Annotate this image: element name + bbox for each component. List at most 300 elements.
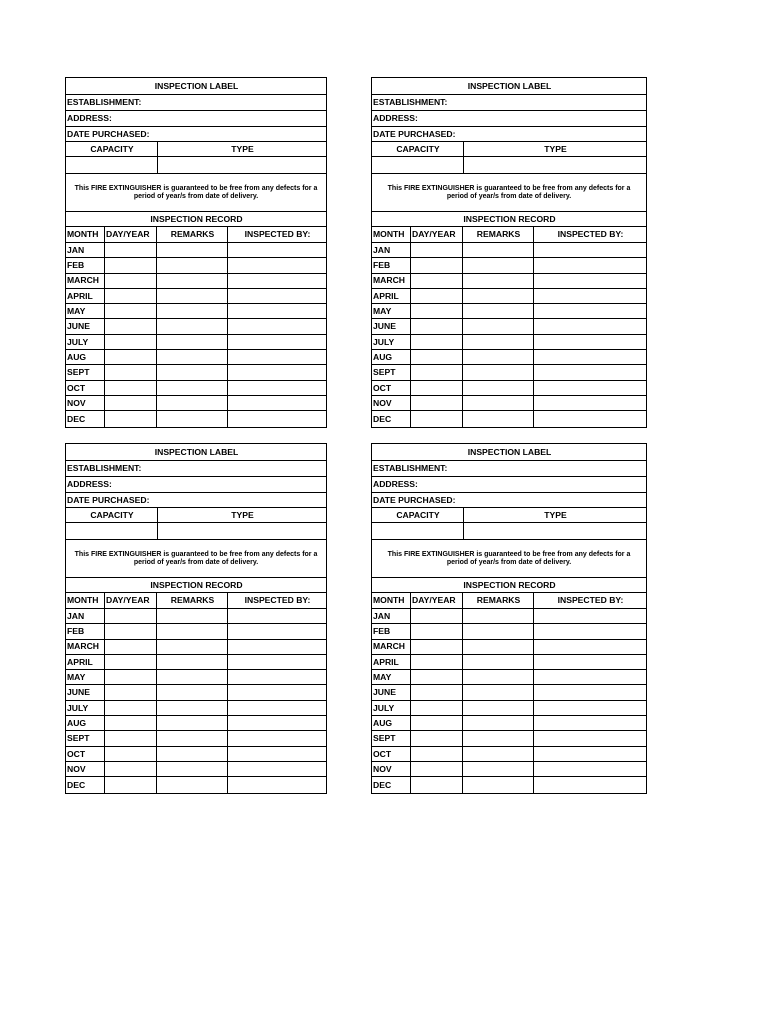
day-year-cell[interactable] (105, 685, 157, 699)
month-name: AUG (66, 350, 105, 364)
month-name: APRIL (372, 289, 411, 303)
type-value-cell[interactable] (158, 523, 326, 539)
type-header: TYPE (544, 143, 567, 154)
remarks-cell[interactable] (157, 289, 228, 303)
remarks-cell[interactable] (157, 609, 228, 623)
day-year-cell[interactable] (411, 731, 463, 745)
month-row (372, 335, 646, 350)
remarks-cell[interactable] (157, 350, 228, 364)
establishment-row[interactable] (372, 95, 646, 111)
inspected-by-cell[interactable] (228, 304, 326, 318)
month-name: JULY (372, 335, 411, 349)
month-name: DEC (372, 411, 411, 426)
month-row (372, 624, 646, 639)
month-row (372, 319, 646, 334)
day-year-cell[interactable] (105, 335, 157, 349)
day-year-cell[interactable] (411, 396, 463, 410)
day-year-cell[interactable] (411, 655, 463, 669)
remarks-cell[interactable] (157, 685, 228, 699)
capacity-header: CAPACITY (66, 142, 158, 156)
date-purchased-row[interactable] (66, 127, 326, 142)
capacity-type-header (66, 142, 326, 157)
month-row (372, 670, 646, 685)
remarks-cell[interactable] (157, 396, 228, 410)
remarks-cell[interactable] (157, 319, 228, 333)
label-title: INSPECTION LABEL (154, 446, 239, 457)
guarantee-note-row (66, 174, 326, 212)
remarks-cell[interactable] (157, 258, 228, 272)
day-year-cell[interactable] (105, 762, 157, 776)
inspected-by-cell[interactable] (228, 258, 326, 272)
remarks-cell[interactable] (463, 731, 534, 745)
day-year-cell[interactable] (411, 701, 463, 715)
day-year-cell[interactable] (105, 777, 157, 792)
month-row (66, 411, 326, 426)
month-row (372, 716, 646, 731)
inspected-by-cell[interactable] (534, 640, 646, 654)
remarks-cell[interactable] (463, 411, 534, 426)
inspected-by-cell[interactable] (534, 304, 646, 318)
inspected-by-cell[interactable] (534, 381, 646, 395)
inspected-by-cell[interactable] (228, 716, 326, 730)
label-title-row (66, 78, 326, 95)
month-name: APRIL (66, 655, 105, 669)
capacity-value-cell[interactable] (372, 157, 464, 173)
date-purchased-row[interactable] (66, 493, 326, 508)
day-year-cell[interactable] (105, 655, 157, 669)
month-row (66, 609, 326, 624)
date-purchased-label: DATE PURCHASED: (373, 128, 456, 139)
inspected-by-cell[interactable] (534, 258, 646, 272)
month-row (66, 777, 326, 792)
inspected-by-cell[interactable] (228, 701, 326, 715)
establishment-row[interactable] (66, 95, 326, 111)
inspected-by-cell[interactable] (534, 701, 646, 715)
month-name: MAY (66, 304, 105, 318)
day-year-cell[interactable] (411, 640, 463, 654)
remarks-cell[interactable] (463, 396, 534, 410)
remarks-cell[interactable] (463, 304, 534, 318)
day-year-cell[interactable] (411, 609, 463, 623)
day-year-column-header: DAY/YEAR (105, 227, 157, 242)
month-name: NOV (66, 762, 105, 776)
month-name: JULY (66, 335, 105, 349)
day-year-cell[interactable] (411, 670, 463, 684)
capacity-type-values (66, 523, 326, 540)
day-year-cell[interactable] (411, 335, 463, 349)
capacity-header: CAPACITY (66, 508, 158, 522)
capacity-type-values (66, 157, 326, 174)
month-name: JUNE (66, 685, 105, 699)
establishment-row[interactable] (66, 461, 326, 477)
month-row (66, 701, 326, 716)
month-name: AUG (372, 350, 411, 364)
capacity-value-cell[interactable] (372, 523, 464, 539)
remarks-cell[interactable] (157, 747, 228, 761)
remarks-column-header: REMARKS (157, 593, 228, 608)
remarks-cell[interactable] (157, 624, 228, 638)
remarks-cell[interactable] (157, 411, 228, 426)
month-row (66, 396, 326, 411)
month-name: MAY (372, 304, 411, 318)
inspected-by-cell[interactable] (534, 243, 646, 257)
day-year-cell[interactable] (411, 381, 463, 395)
month-row (372, 411, 646, 426)
month-row (66, 655, 326, 670)
label-title: INSPECTION LABEL (467, 80, 552, 91)
month-row (372, 396, 646, 411)
inspected-by-cell[interactable] (534, 274, 646, 288)
inspected-by-cell[interactable] (534, 396, 646, 410)
month-name: DEC (66, 411, 105, 426)
month-name: MAY (66, 670, 105, 684)
remarks-cell[interactable] (463, 319, 534, 333)
inspected-by-cell[interactable] (228, 289, 326, 303)
type-header: TYPE (231, 143, 254, 154)
inspected-by-cell[interactable] (228, 747, 326, 761)
month-name: MAY (372, 670, 411, 684)
remarks-cell[interactable] (157, 640, 228, 654)
inspected-by-cell[interactable] (534, 365, 646, 379)
day-year-cell[interactable] (105, 350, 157, 364)
inspection-record-title-row (66, 212, 326, 227)
month-name: APRIL (66, 289, 105, 303)
day-year-cell[interactable] (411, 411, 463, 426)
inspected-by-cell[interactable] (228, 365, 326, 379)
day-year-cell[interactable] (411, 289, 463, 303)
capacity-type-header (66, 508, 326, 523)
inspected-by-cell[interactable] (228, 609, 326, 623)
day-year-cell[interactable] (105, 304, 157, 318)
type-value-cell[interactable] (158, 157, 326, 173)
address-row[interactable] (372, 111, 646, 127)
inspected-by-cell[interactable] (228, 319, 326, 333)
inspected-by-cell[interactable] (534, 777, 646, 792)
remarks-cell[interactable] (463, 365, 534, 379)
day-year-cell[interactable] (411, 350, 463, 364)
inspected-by-column-header: INSPECTED BY: (557, 229, 624, 240)
remarks-cell[interactable] (157, 670, 228, 684)
address-label: ADDRESS: (67, 479, 112, 490)
month-name: JAN (66, 243, 105, 257)
month-name: OCT (66, 381, 105, 395)
label-title: INSPECTION LABEL (154, 80, 239, 91)
date-purchased-label: DATE PURCHASED: (67, 128, 150, 139)
day-year-cell[interactable] (411, 274, 463, 288)
day-year-cell[interactable] (105, 701, 157, 715)
inspected-by-cell[interactable] (534, 716, 646, 730)
month-name: SEPT (66, 365, 105, 379)
remarks-cell[interactable] (463, 609, 534, 623)
guarantee-note: This FIRE EXTINGUISHER is guaranteed to be free from any defects for a period of year/s from date of delivery. (387, 184, 631, 200)
day-year-cell[interactable] (105, 609, 157, 623)
month-name: OCT (66, 747, 105, 761)
month-row (372, 762, 646, 777)
month-row (66, 335, 326, 350)
inspected-by-cell[interactable] (228, 685, 326, 699)
remarks-cell[interactable] (463, 747, 534, 761)
day-year-cell[interactable] (105, 319, 157, 333)
remarks-cell[interactable] (463, 381, 534, 395)
guarantee-note-row (66, 540, 326, 578)
day-year-cell[interactable] (411, 243, 463, 257)
remarks-cell[interactable] (463, 670, 534, 684)
inspected-by-cell[interactable] (228, 335, 326, 349)
inspected-by-cell[interactable] (534, 411, 646, 426)
month-column-header: MONTH (66, 227, 105, 242)
month-name: FEB (372, 624, 411, 638)
month-row (66, 243, 326, 258)
remarks-cell[interactable] (463, 274, 534, 288)
inspected-by-cell[interactable] (228, 411, 326, 426)
capacity-header: CAPACITY (372, 142, 464, 156)
remarks-cell[interactable] (463, 289, 534, 303)
inspection-record-title-row (372, 578, 646, 593)
inspection-label-bottom-right (371, 443, 647, 794)
month-row (372, 701, 646, 716)
month-name: MARCH (372, 274, 411, 288)
remarks-cell[interactable] (157, 304, 228, 318)
day-year-cell[interactable] (105, 258, 157, 272)
inspection-record-title: INSPECTION RECORD (150, 213, 243, 224)
date-purchased-label: DATE PURCHASED: (373, 494, 456, 505)
day-year-cell[interactable] (411, 762, 463, 776)
day-year-cell[interactable] (105, 289, 157, 303)
month-column-header: MONTH (66, 593, 105, 608)
month-row (372, 655, 646, 670)
day-year-cell[interactable] (105, 381, 157, 395)
remarks-cell[interactable] (157, 655, 228, 669)
inspected-by-cell[interactable] (228, 762, 326, 776)
capacity-type-header (372, 142, 646, 157)
day-year-cell[interactable] (411, 304, 463, 318)
inspected-by-cell[interactable] (534, 670, 646, 684)
month-row (66, 624, 326, 639)
address-label: ADDRESS: (373, 479, 418, 490)
inspection-label-bottom-left (65, 443, 327, 794)
month-name: JULY (66, 701, 105, 715)
inspected-by-cell[interactable] (228, 243, 326, 257)
month-name: DEC (372, 777, 411, 792)
month-row (66, 747, 326, 762)
inspection-record-title: INSPECTION RECORD (463, 579, 556, 590)
inspected-by-cell[interactable] (228, 381, 326, 395)
address-row[interactable] (372, 477, 646, 493)
type-value-cell[interactable] (464, 157, 646, 173)
inspected-by-cell[interactable] (534, 747, 646, 761)
remarks-cell[interactable] (157, 716, 228, 730)
day-year-column-header: DAY/YEAR (411, 593, 463, 608)
day-year-cell[interactable] (411, 716, 463, 730)
day-year-cell[interactable] (105, 411, 157, 426)
day-year-cell[interactable] (105, 365, 157, 379)
month-name: MARCH (372, 640, 411, 654)
day-year-cell[interactable] (411, 685, 463, 699)
month-column-header: MONTH (372, 227, 411, 242)
inspected-by-cell[interactable] (534, 655, 646, 669)
inspected-by-cell[interactable] (228, 670, 326, 684)
address-row[interactable] (66, 477, 326, 493)
day-year-cell[interactable] (411, 319, 463, 333)
capacity-value-cell[interactable] (66, 523, 158, 539)
inspected-by-column-header: INSPECTED BY: (557, 595, 624, 606)
day-year-cell[interactable] (411, 258, 463, 272)
remarks-cell[interactable] (157, 762, 228, 776)
month-name: MARCH (66, 274, 105, 288)
label-title-row (66, 444, 326, 461)
day-year-cell[interactable] (105, 731, 157, 745)
month-row (66, 258, 326, 273)
inspected-by-cell[interactable] (534, 731, 646, 745)
month-row (372, 685, 646, 700)
remarks-cell[interactable] (157, 365, 228, 379)
month-row (372, 274, 646, 289)
date-purchased-row[interactable] (372, 127, 646, 142)
month-row (372, 289, 646, 304)
guarantee-note-row (372, 540, 646, 578)
remarks-cell[interactable] (463, 335, 534, 349)
remarks-cell[interactable] (463, 258, 534, 272)
capacity-value-cell[interactable] (66, 157, 158, 173)
remarks-cell[interactable] (463, 716, 534, 730)
label-title-row (372, 78, 646, 95)
remarks-cell[interactable] (463, 762, 534, 776)
inspected-by-cell[interactable] (534, 319, 646, 333)
type-value-cell[interactable] (464, 523, 646, 539)
inspected-by-cell[interactable] (228, 274, 326, 288)
month-name: SEPT (372, 731, 411, 745)
inspected-by-column-header: INSPECTED BY: (244, 595, 311, 606)
inspected-by-cell[interactable] (534, 609, 646, 623)
remarks-cell[interactable] (463, 777, 534, 792)
day-year-column-header: DAY/YEAR (411, 227, 463, 242)
address-row[interactable] (66, 111, 326, 127)
day-year-column-header: DAY/YEAR (105, 593, 157, 608)
month-row (372, 350, 646, 365)
month-name: JULY (372, 701, 411, 715)
type-header: TYPE (231, 509, 254, 520)
month-name: NOV (66, 396, 105, 410)
inspection-label-top-right (371, 77, 647, 428)
guarantee-note-row (372, 174, 646, 212)
establishment-row[interactable] (372, 461, 646, 477)
day-year-cell[interactable] (411, 747, 463, 761)
inspected-by-cell[interactable] (228, 624, 326, 638)
remarks-cell[interactable] (157, 777, 228, 792)
remarks-cell[interactable] (157, 335, 228, 349)
month-row (372, 731, 646, 746)
establishment-label: ESTABLISHMENT: (373, 97, 448, 108)
inspected-by-cell[interactable] (228, 350, 326, 364)
inspection-label-top-left (65, 77, 327, 428)
month-row (66, 731, 326, 746)
month-name: OCT (372, 747, 411, 761)
inspected-by-cell[interactable] (534, 335, 646, 349)
month-row (66, 365, 326, 380)
month-name: DEC (66, 777, 105, 792)
inspected-by-cell[interactable] (534, 762, 646, 776)
inspected-by-cell[interactable] (534, 289, 646, 303)
establishment-label: ESTABLISHMENT: (67, 97, 142, 108)
day-year-cell[interactable] (411, 365, 463, 379)
month-row (66, 716, 326, 731)
date-purchased-row[interactable] (372, 493, 646, 508)
remarks-cell[interactable] (463, 243, 534, 257)
month-name: NOV (372, 762, 411, 776)
day-year-cell[interactable] (105, 396, 157, 410)
day-year-cell[interactable] (411, 777, 463, 792)
month-row (66, 350, 326, 365)
month-name: FEB (372, 258, 411, 272)
remarks-cell[interactable] (463, 655, 534, 669)
month-name: JUNE (372, 685, 411, 699)
guarantee-note: This FIRE EXTINGUISHER is guaranteed to be free from any defects for a period of year/s from date of delivery. (387, 550, 631, 566)
month-name: SEPT (372, 365, 411, 379)
remarks-cell[interactable] (157, 274, 228, 288)
remarks-cell[interactable] (157, 701, 228, 715)
date-purchased-label: DATE PURCHASED: (67, 494, 150, 505)
month-row (372, 609, 646, 624)
inspected-by-cell[interactable] (534, 624, 646, 638)
month-row (66, 274, 326, 289)
day-year-cell[interactable] (105, 274, 157, 288)
remarks-cell[interactable] (463, 350, 534, 364)
month-row (66, 319, 326, 334)
inspected-by-cell[interactable] (534, 350, 646, 364)
guarantee-note: This FIRE EXTINGUISHER is guaranteed to be free from any defects for a period of year/s from date of delivery. (74, 550, 318, 566)
day-year-cell[interactable] (105, 243, 157, 257)
month-row (372, 304, 646, 319)
month-name: AUG (66, 716, 105, 730)
establishment-label: ESTABLISHMENT: (67, 463, 142, 474)
day-year-cell[interactable] (105, 747, 157, 761)
month-name: SEPT (66, 731, 105, 745)
day-year-cell[interactable] (105, 670, 157, 684)
month-name: FEB (66, 258, 105, 272)
inspected-by-column-header: INSPECTED BY: (244, 229, 311, 240)
month-row (372, 747, 646, 762)
inspected-by-cell[interactable] (228, 640, 326, 654)
remarks-cell[interactable] (157, 243, 228, 257)
inspected-by-cell[interactable] (534, 685, 646, 699)
day-year-cell[interactable] (411, 624, 463, 638)
month-row (372, 243, 646, 258)
capacity-header: CAPACITY (372, 508, 464, 522)
record-column-headers (372, 227, 646, 243)
inspected-by-cell[interactable] (228, 777, 326, 792)
remarks-cell[interactable] (157, 381, 228, 395)
day-year-cell[interactable] (105, 640, 157, 654)
day-year-cell[interactable] (105, 624, 157, 638)
inspected-by-cell[interactable] (228, 655, 326, 669)
day-year-cell[interactable] (105, 716, 157, 730)
record-column-headers (372, 593, 646, 609)
inspected-by-cell[interactable] (228, 396, 326, 410)
month-row (66, 381, 326, 396)
remarks-cell[interactable] (463, 701, 534, 715)
month-name: MARCH (66, 640, 105, 654)
month-row (66, 762, 326, 777)
month-name: FEB (66, 624, 105, 638)
remarks-cell[interactable] (463, 624, 534, 638)
remarks-cell[interactable] (463, 640, 534, 654)
inspected-by-cell[interactable] (228, 731, 326, 745)
remarks-cell[interactable] (157, 731, 228, 745)
month-row (66, 670, 326, 685)
month-name: APRIL (372, 655, 411, 669)
inspection-record-title-row (66, 578, 326, 593)
remarks-cell[interactable] (463, 685, 534, 699)
